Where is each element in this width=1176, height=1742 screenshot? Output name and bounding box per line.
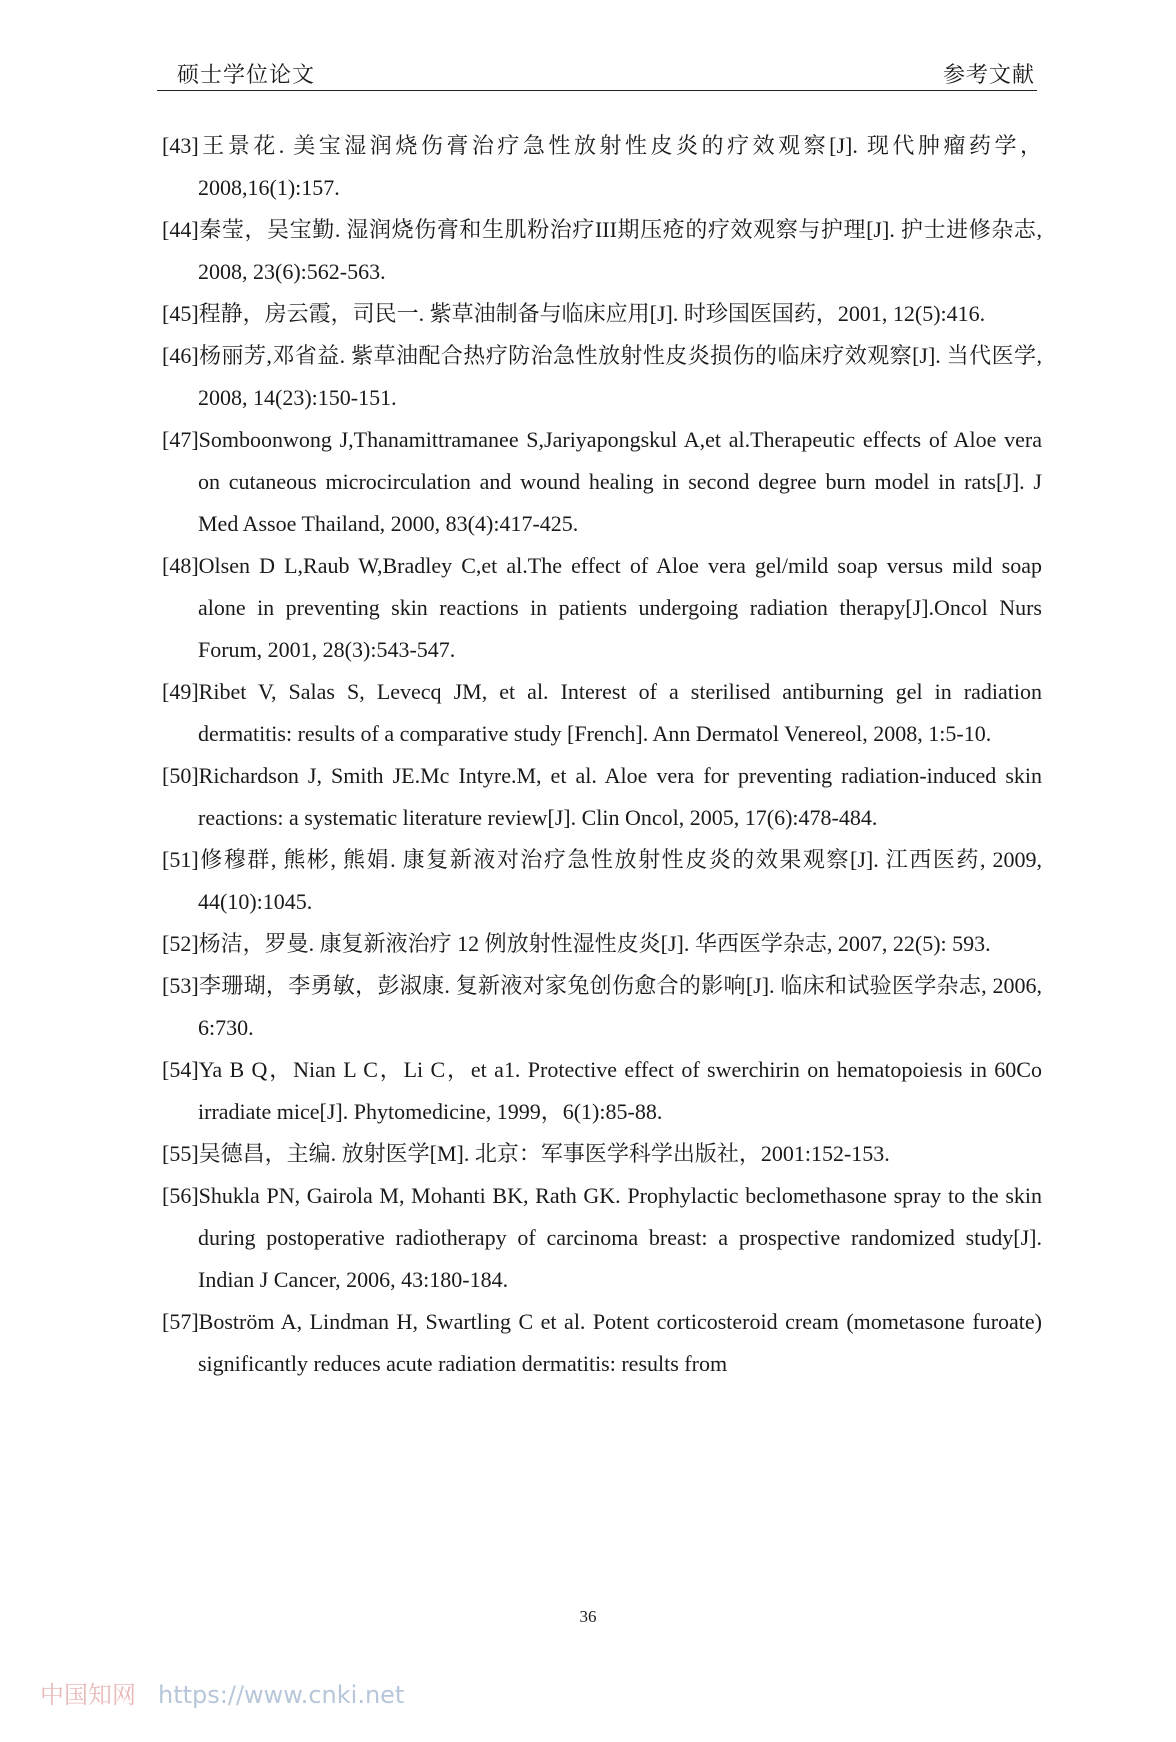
reference-item [162,755,1042,839]
reference-number: [57] [162,1309,199,1334]
reference-number: [54] [162,1057,199,1082]
reference-text: Shukla PN, Gairola M, Mohanti BK, Rath GK. Prophylactic beclomethasone spray to the skin during postoperative radiotherapy of carcinoma breast: a prospective randomized study[J]. Indian J Cancer, 2006, 43:180-184. [198,1183,1042,1292]
reference-number: [44] [162,217,199,242]
reference-item [162,839,1042,923]
reference-text: Somboonwong J,Thanamittramanee S,Jariyapongskul A,et al.Therapeutic effects of Aloe vera on cutaneous microcirculation and wound healing in second degree burn model in rats[J]. J Med Assoe Thailand, 2000, 83(4):417-425. [198,427,1042,536]
reference-text: 程静，房云霞，司民一. 紫草油制备与临床应用[J]. 时珍国医国药，2001, 12(5):416. [198,301,986,326]
reference-item [162,545,1042,671]
reference-item [162,209,1042,293]
cnki-logo-text: 中国知网 [40,1681,136,1709]
reference-item [162,923,1042,965]
reference-text: 吴德昌，主编. 放射医学[M]. 北京：军事医学科学出版社，2001:152-153. [198,1141,890,1166]
reference-number: [52] [162,931,199,956]
page-header [157,56,1037,91]
reference-text: Ya B Q，Nian L C，Li C，et a1. Protective effect of swerchirin on hematopoiesis in 60Co irradiate mice[J]. Phytomedicine, 1999，6(1):85-88. [198,1057,1042,1124]
reference-item [162,125,1042,209]
reference-number: [49] [162,679,199,704]
reference-item [162,965,1042,1049]
reference-item [162,335,1042,419]
reference-number: [48] [162,553,199,578]
reference-number: [53] [162,973,199,998]
reference-text: 杨丽芳,邓省益. 紫草油配合热疗防治急性放射性皮炎损伤的临床疗效观察[J]. 当代医学, 2008, 14(23):150-151. [198,343,1042,410]
reference-number: [46] [162,343,199,368]
reference-number: [50] [162,763,199,788]
page-number: 36 [579,1607,597,1626]
header-section-title: 参考文献 [942,63,1035,88]
reference-item [162,419,1042,545]
reference-number: [56] [162,1183,199,1208]
reference-text: Richardson J, Smith JE.Mc Intyre.M, et al. Aloe vera for preventing radiation-induced skin reactions: a systematic literature review[J]. Clin Oncol, 2005, 17(6):478-484. [198,763,1042,830]
reference-text: 王景花. 美宝湿润烧伤膏治疗急性放射性皮炎的疗效观察[J]. 现代肿瘤药学，2008,16(1):157. [198,133,1042,200]
reference-text: Ribet V, Salas S, Levecq JM, et al. Interest of a sterilised antiburning gel in radiation dermatitis: results of a comparative study [French]. Ann Dermatol Venereol, 2008, 1:5-10. [198,679,1042,746]
reference-number: [47] [162,427,199,452]
reference-number: [45] [162,301,199,326]
reference-item [162,1175,1042,1301]
cnki-watermark [40,1675,404,1710]
reference-item [162,671,1042,755]
reference-list [162,125,1042,1385]
cnki-url: https://www.cnki.net [158,1681,405,1709]
reference-number: [55] [162,1141,199,1166]
reference-item [162,1301,1042,1385]
header-thesis-type: 硕士学位论文 [177,63,316,88]
reference-text: 秦莹，吴宝勤. 湿润烧伤膏和生肌粉治疗III期压疮的疗效观察与护理[J]. 护士进修杂志, 2008, 23(6):562-563. [198,217,1042,284]
reference-text: 李珊瑚，李勇敏，彭淑康. 复新液对家兔创伤愈合的影响[J]. 临床和试验医学杂志, 2006, 6:730. [198,973,1042,1040]
reference-text: 修穆群, 熊彬, 熊娟. 康复新液对治疗急性放射性皮炎的效果观察[J]. 江西医药, 2009, 44(10):1045. [198,847,1042,914]
reference-number: [43] [162,133,199,158]
reference-text: Olsen D L,Raub W,Bradley C,et al.The effect of Aloe vera gel/mild soap versus mild soap alone in preventing skin reactions in patients undergoing radiation therapy[J].Oncol Nurs Forum, 2001, 28(3):543-547. [198,553,1042,662]
reference-number: [51] [162,847,199,872]
reference-text: Boström A, Lindman H, Swartling C et al. Potent corticosteroid cream (mometasone furoate) significantly reduces acute radiation dermatitis: results from [198,1309,1042,1376]
reference-item [162,1133,1042,1175]
reference-text: 杨洁，罗曼. 康复新液治疗 12 例放射性湿性皮炎[J]. 华西医学杂志, 2007, 22(5): 593. [198,931,991,956]
reference-item [162,1049,1042,1133]
reference-item [162,293,1042,335]
